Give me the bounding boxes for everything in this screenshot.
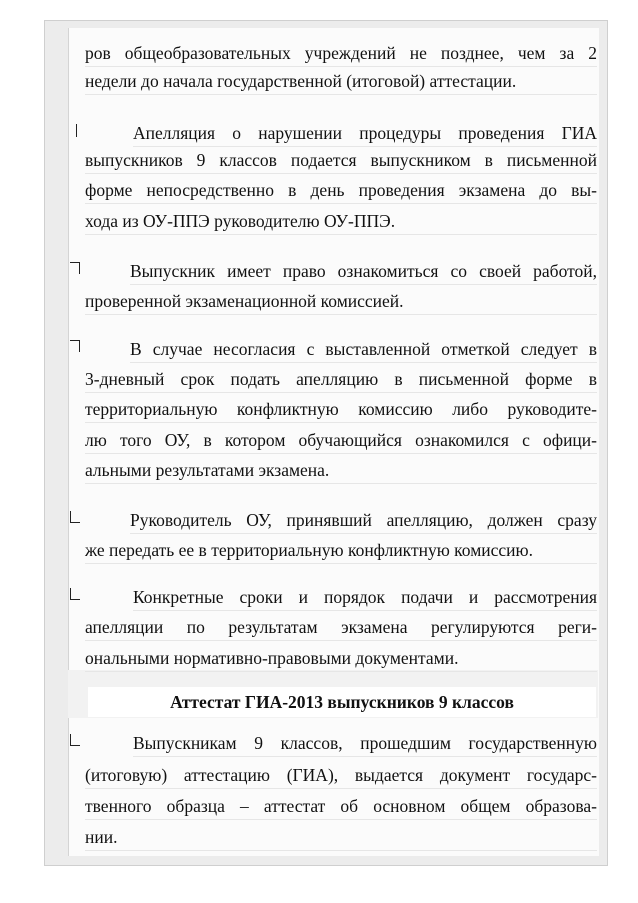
bullet-marker-icon (70, 340, 80, 352)
bullet-marker-icon (70, 262, 80, 274)
paragraph-line: альными результатами экзамена. (85, 457, 597, 484)
paragraph-line: В случае несогласия с выставленной отметкой следует в (130, 336, 597, 363)
paragraph-line: 3-дневный срок подать апелляцию в письменной форме в (85, 366, 597, 393)
paragraph-line: твенного образца – аттестат об основном общем образова- (85, 793, 597, 820)
paragraph-line: Выпускникам 9 классов, прошедшим государственную (133, 730, 597, 757)
paragraph-line: территориальную конфликтную комиссию либо руководите- (85, 396, 597, 423)
paragraph-line: выпускников 9 классов подается выпускником в письменной (85, 147, 597, 174)
bullet-marker-icon (70, 588, 80, 600)
paragraph-line: (итоговую) аттестацию (ГИА), выдается документ государс- (85, 762, 597, 789)
paragraph-line: Конкретные сроки и порядок подачи и рассмотрения (133, 584, 597, 611)
paragraph-line: форме непосредственно в день проведения экзамена до вы- (85, 177, 597, 204)
paragraph-line: апелляции по результатам экзамена регулируются реги- (85, 614, 597, 641)
paragraph-line: же передать ее в территориальную конфликтную комиссию. (85, 537, 597, 564)
paragraph-line: лю того ОУ, в котором обучающийся ознакомился с офици- (85, 427, 597, 454)
paragraph-line: проверенной экзаменационной комиссией. (85, 288, 597, 315)
bullet-marker-icon (70, 734, 80, 746)
paragraph-line: Руководитель ОУ, принявший апелляцию, должен сразу (130, 507, 597, 534)
bullet-marker-icon (70, 511, 80, 523)
paragraph-line: Апелляция о нарушении процедуры проведения ГИА (133, 120, 597, 147)
paragraph-line: ональными нормативно-правовыми документами. (85, 645, 597, 672)
section-title: Аттестат ГИА-2013 выпускников 9 классов (88, 687, 596, 717)
bullet-marker-icon (76, 124, 77, 137)
paragraph-line: ров общеобразовательных учреждений не позднее, чем за 2 (85, 40, 597, 67)
paragraph-line: нии. (85, 824, 597, 851)
paragraph-line: недели до начала государственной (итоговой) аттестации. (85, 68, 597, 95)
paragraph-line: хода из ОУ-ППЭ руководителю ОУ-ППЭ. (85, 208, 597, 235)
paragraph-line: Выпускник имеет право ознакомиться со своей работой, (130, 258, 597, 285)
